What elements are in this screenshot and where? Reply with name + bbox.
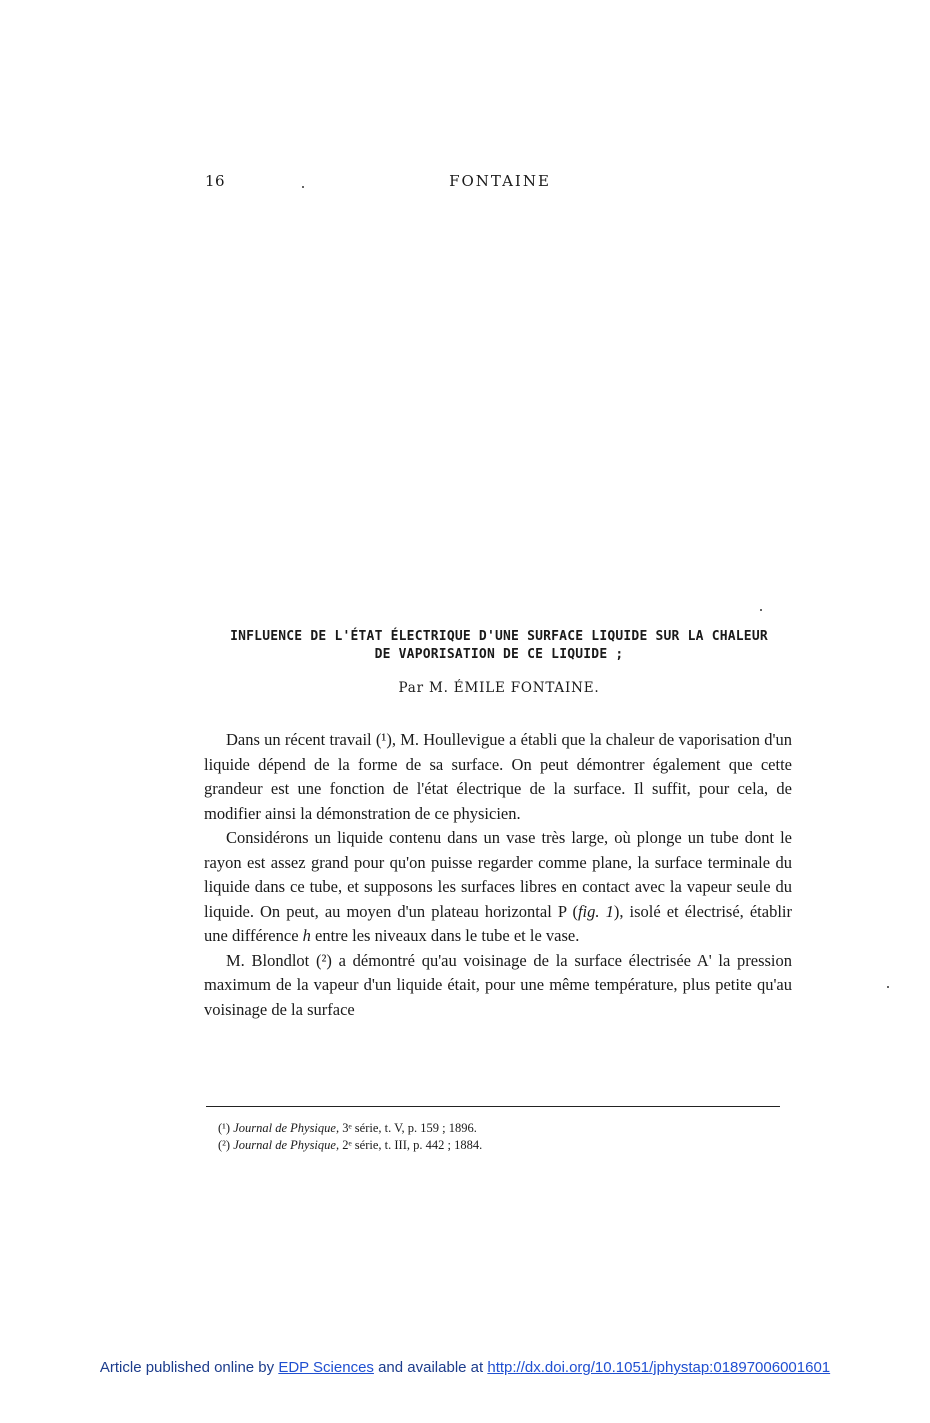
doi-link[interactable]: http://dx.doi.org/10.1051/jphystap:01897006001601 [487,1359,831,1376]
scan-speck [760,609,762,611]
footnotes [218,1120,798,1154]
footnote-1 [218,1120,798,1137]
scan-speck [302,186,304,188]
author-byline: Par M. ÉMILE FONTAINE. [398,680,600,696]
page-number: 16 [205,172,226,190]
running-title: FONTAINE [449,172,551,190]
figure-reference: fig. 1 [577,901,614,921]
paragraph-2-part-a: Considérons un liquide contenu dans un vase très large, où plonge un tube dont le rayon est assez grand pour qu'on puisse regarder comme plane, la surface terminale du liquide dans ce tube, et supposons les surfaces libres en contact avec la vapeur seule du liquide. On peut, au moyen d'un plateau horizontal P ( [204,828,792,921]
footnote-1-journal: Journal de Physique, [233,1121,340,1135]
scan-speck [887,986,889,988]
article-title [200,628,798,664]
paragraph-1: Dans un récent travail (¹), M. Houllevigue a établi que la chaleur de vaporisation d'un liquide dépend de la forme de sa surface. On peut démontrer également que cette grandeur est une fonction de l'état électrique de la surface. Il suffit, pour cela, de modifier ainsi la démonstration de ce physicien. [204,730,792,823]
footnote-2 [218,1137,798,1154]
paragraph-2 [204,826,792,949]
paragraph-2-part-c: entre les niveaux dans le tube et le vase. [310,926,580,945]
variable-h: h [302,926,311,945]
paragraph-2-part-b: ), isolé et électrisé, établir une différence [204,901,792,945]
publisher-link[interactable]: EDP Sciences [278,1359,374,1376]
article-title-line-1: INFLUENCE DE L'ÉTAT ÉLECTRIQUE D'UNE SURFACE LIQUIDE SUR LA CHALEUR [230,629,768,644]
footnote-divider [206,1106,780,1107]
article-body [204,728,792,1022]
article-title-line-2: DE VAPORISATION DE CE LIQUIDE ; [374,647,624,662]
footnote-1-mark: (¹) [218,1121,231,1135]
footnote-1-details: 3ᵉ série, t. V, p. 159 ; 1896. [342,1121,477,1135]
footer-prefix: Article published online by [99,1359,275,1376]
footnote-2-details: 2ᵉ série, t. III, p. 442 ; 1884. [342,1138,483,1152]
paragraph-3: M. Blondlot (²) a démontré qu'au voisinage de la surface électrisée A' la pression maximum de la vapeur d'un liquide était, pour une même température, plus petite qu'au voisinage de la surface [204,950,792,1019]
footnote-2-mark: (²) [218,1138,231,1152]
footer-middle: and available at [378,1359,484,1376]
footnote-2-journal: Journal de Physique, [233,1138,340,1152]
publisher-footer [0,1359,930,1376]
